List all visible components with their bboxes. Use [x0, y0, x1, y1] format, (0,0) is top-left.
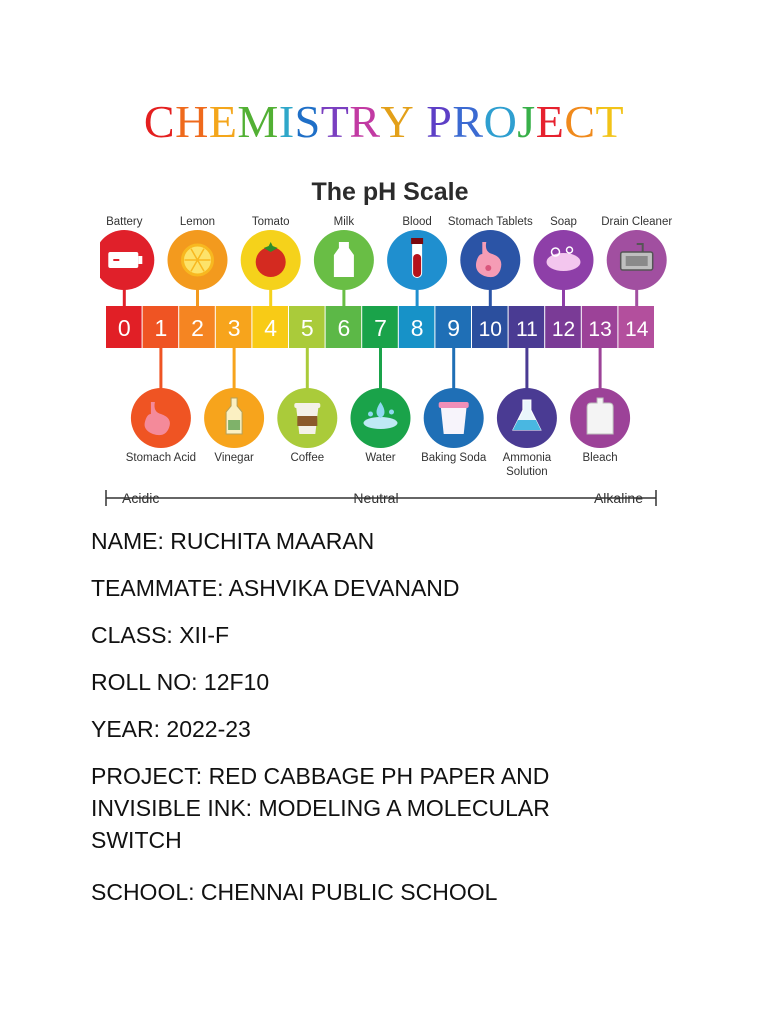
title-letter: C — [564, 96, 596, 147]
stomach-icon — [131, 348, 191, 448]
water-splash-icon — [351, 348, 411, 448]
ph-number: 10 — [478, 318, 502, 341]
ph-number: 9 — [447, 315, 461, 341]
ph-top-label: Soap — [550, 216, 577, 228]
ph-bottom-label: Water — [365, 452, 396, 464]
project-title — [91, 760, 651, 856]
ph-number: 5 — [300, 315, 314, 341]
title-letter: R — [349, 96, 381, 147]
ph-number: 8 — [410, 315, 424, 341]
tomato-icon — [241, 230, 301, 306]
title-letter: Y — [380, 96, 415, 147]
title-letter: J — [517, 96, 536, 147]
ph-number: 14 — [625, 318, 649, 341]
project-line-1: PROJECT: RED CABBAGE PH PAPER AND — [91, 763, 550, 789]
ph-number: 7 — [374, 315, 387, 341]
title-letter: E — [208, 96, 238, 147]
school: SCHOOL: CHENNAI PUBLIC SCHOOL — [91, 879, 498, 905]
ph-number: 11 — [515, 318, 538, 341]
title-letter: O — [483, 96, 518, 147]
project-line-2: INVISIBLE INK: MODELING A MOLECULAR — [91, 795, 550, 821]
ph-number: 2 — [191, 315, 204, 341]
title-letter: S — [294, 96, 321, 147]
coffee-cup-icon — [277, 348, 337, 448]
ph-bottom-label: Bleach — [582, 452, 618, 464]
battery-icon — [100, 230, 154, 306]
ph-top-label: Milk — [333, 216, 355, 228]
student-name: NAME: RUCHITA MAARAN — [91, 528, 375, 554]
year: YEAR: 2022-23 — [91, 716, 251, 742]
ph-bottom-label: Coffee — [290, 452, 325, 464]
axis-label-acidic: Acidic — [122, 490, 160, 506]
vinegar-bottle-icon — [204, 348, 264, 448]
title-letter: T — [595, 96, 625, 147]
class: CLASS: XII-F — [91, 622, 230, 648]
axis-label-alkaline: Alkaline — [593, 490, 643, 506]
title-letter: C — [143, 96, 176, 147]
axis-label-neutral: Neutral — [353, 490, 399, 506]
ph-top-label: Stomach Tablets — [447, 216, 533, 228]
title-letter: H — [175, 96, 209, 147]
bleach-bottle-icon — [570, 348, 630, 448]
title-letter: R — [452, 96, 484, 147]
ph-number: 4 — [264, 315, 278, 341]
ph-scale-heading: The pH Scale — [311, 178, 469, 206]
roll-number: ROLL NO: 12F10 — [91, 669, 270, 695]
ph-bottom-label-line2: Solution — [506, 466, 548, 478]
ammonia-flask-icon — [497, 348, 557, 448]
ph-scale-figure — [100, 172, 680, 512]
ph-number: 1 — [154, 315, 168, 341]
ph-top-label: Tomato — [251, 216, 290, 228]
blood-tube-icon — [387, 230, 447, 306]
ph-bottom-label: Stomach Acid — [125, 452, 197, 464]
ph-number: 13 — [588, 318, 612, 341]
title-letter — [414, 96, 426, 148]
ph-number: 3 — [227, 315, 241, 341]
project-line-3: SWITCH — [91, 827, 182, 853]
title-letter: I — [278, 96, 295, 147]
title-letter: M — [237, 96, 279, 147]
milk-icon — [314, 230, 374, 306]
baking-soda-icon — [424, 348, 484, 448]
ph-top-label: Drain Cleaner — [601, 216, 673, 228]
soap-icon — [534, 230, 594, 306]
page-title — [0, 96, 768, 148]
ph-number: 6 — [337, 315, 351, 341]
title-letter: E — [535, 96, 565, 147]
drain-cleaner-icon — [607, 230, 667, 306]
ph-number: 12 — [551, 318, 576, 341]
teammate-name: TEAMMATE: ASHVIKA DEVANAND — [91, 575, 460, 601]
ph-bottom-label: Baking Soda — [421, 452, 487, 464]
ph-top-label: Blood — [402, 216, 432, 228]
title-letter: T — [320, 96, 350, 147]
ph-top-label: Battery — [106, 216, 143, 228]
lemon-icon — [168, 230, 228, 306]
stomach-tablets-icon — [460, 230, 520, 306]
title-letter: P — [426, 96, 453, 147]
ph-number: 0 — [117, 315, 131, 341]
ph-top-label: Lemon — [179, 216, 216, 228]
ph-bottom-label: Vinegar — [214, 452, 254, 464]
ph-bottom-label: Ammonia — [502, 452, 552, 464]
